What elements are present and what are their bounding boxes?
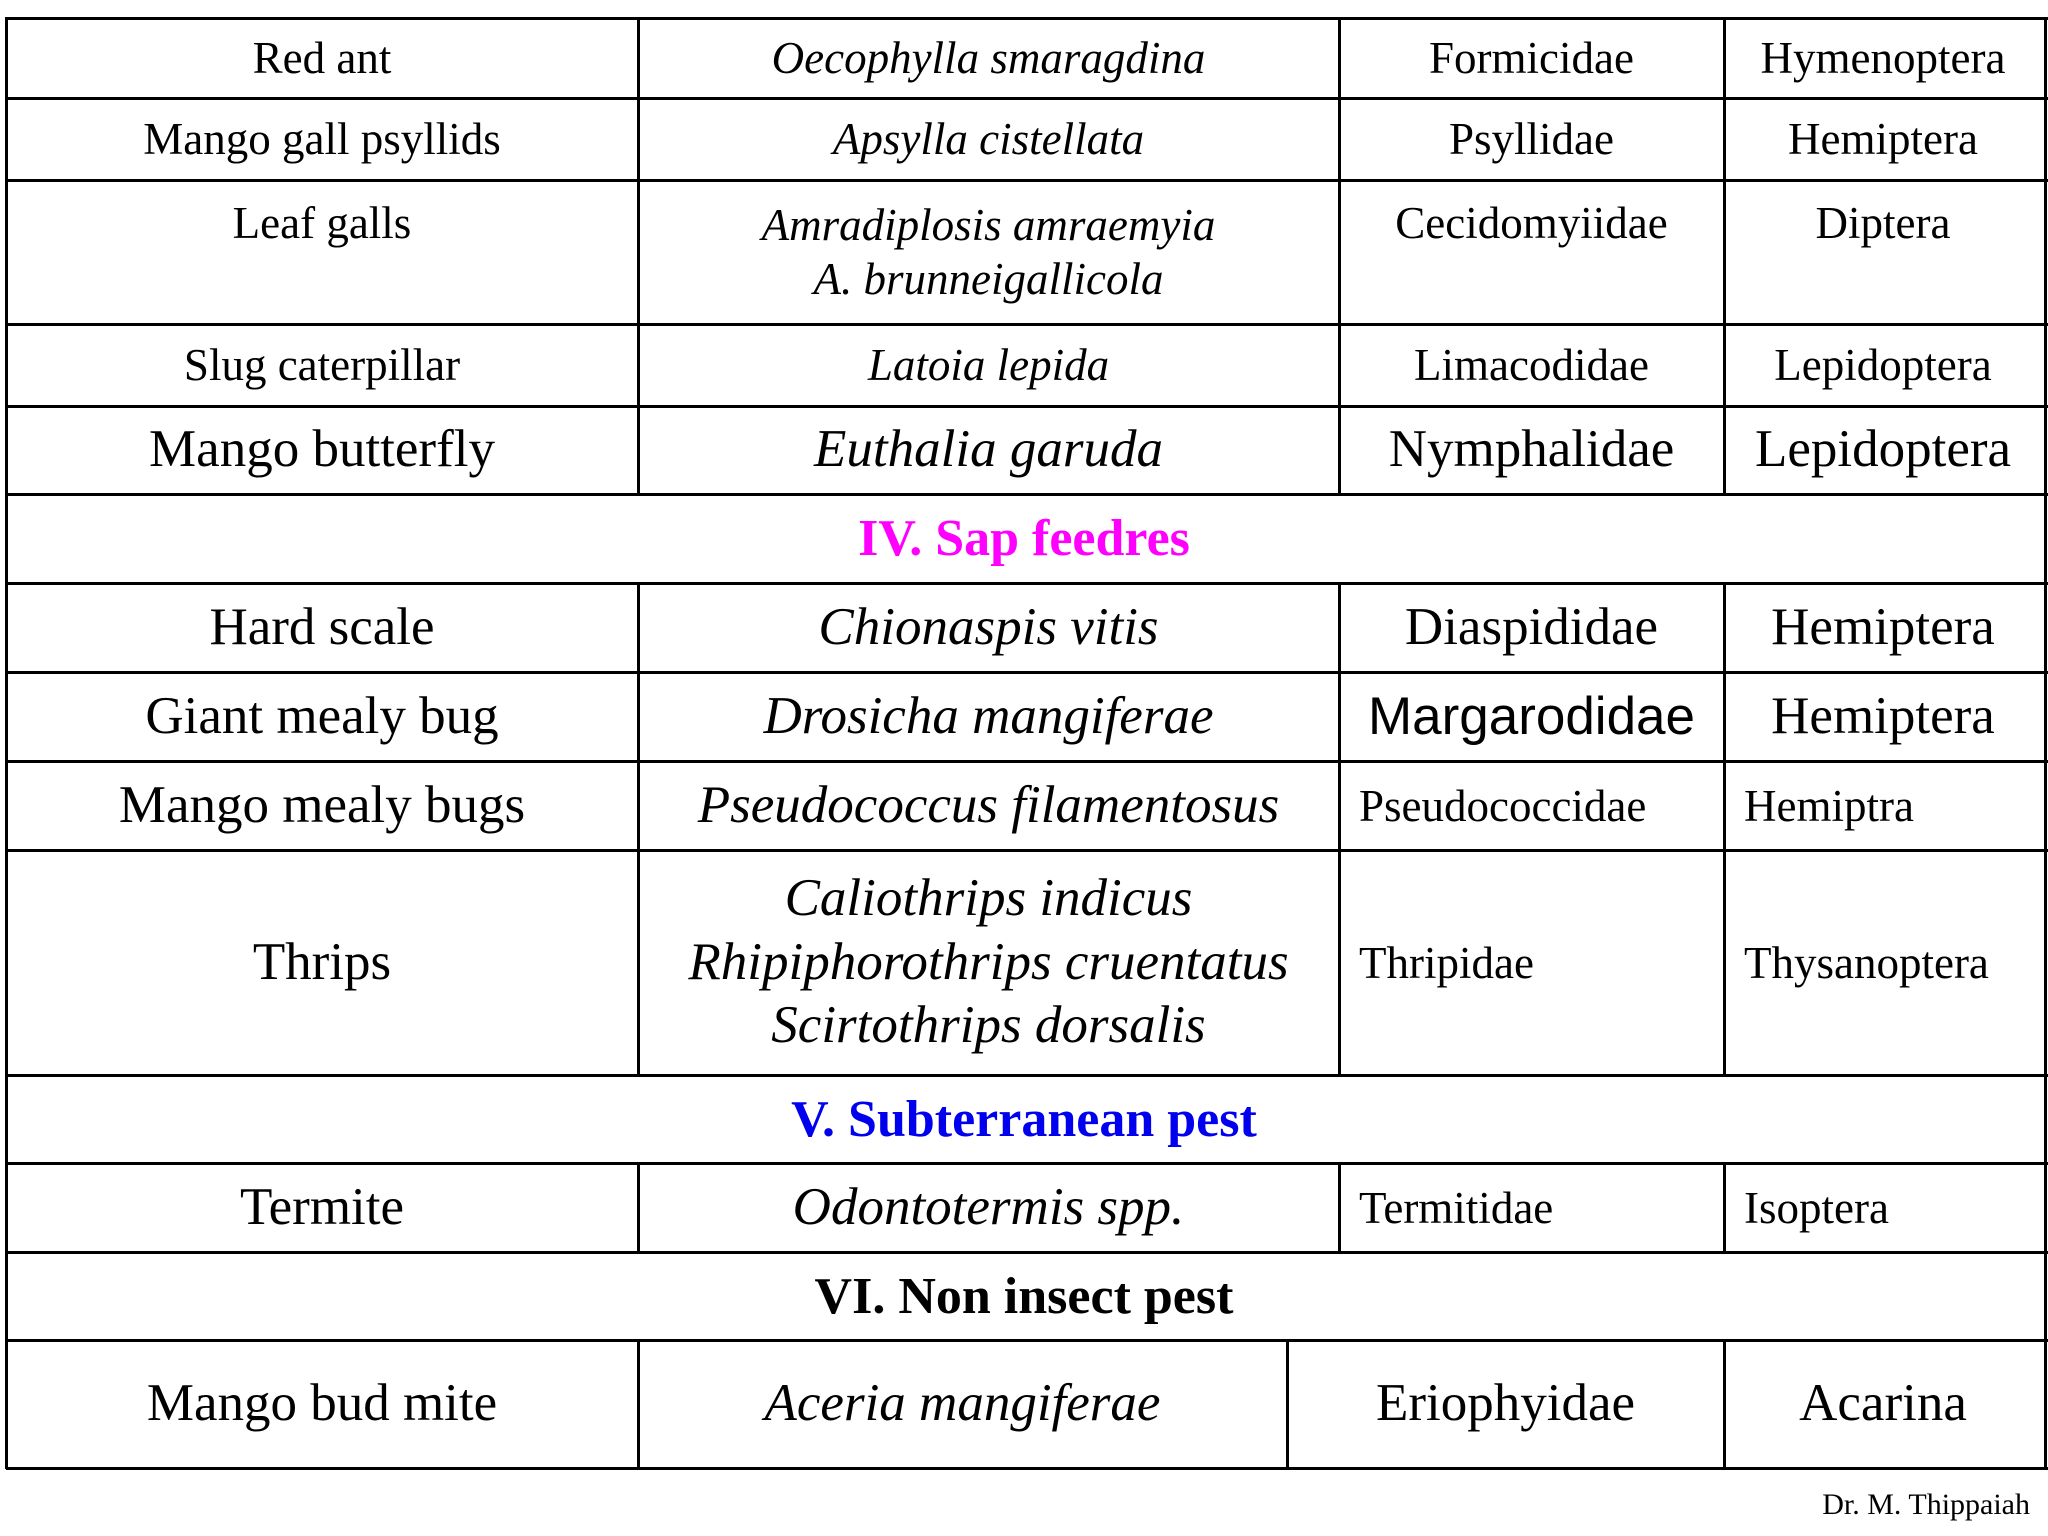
- table-rule: [6, 405, 2048, 408]
- scientific-name: Drosicha mangiferae: [763, 686, 1214, 745]
- scientific-name-cell: [638, 1340, 1287, 1468]
- family-cell: [1339, 1163, 1724, 1252]
- order-cell: [1724, 406, 2042, 494]
- order-cell: [1724, 761, 2042, 850]
- family-name: Cecidomyiidae: [1395, 198, 1668, 248]
- order-name: Lepidoptera: [1754, 420, 2012, 479]
- scientific-name-cell: [638, 98, 1339, 180]
- family-cell: [1339, 98, 1724, 180]
- family-name: Diaspididae: [1404, 597, 1659, 656]
- column-rule: [637, 582, 640, 673]
- table-row: [0, 18, 2048, 98]
- order-cell: [1724, 324, 2042, 406]
- common-name-cell: [6, 1340, 638, 1468]
- order-name: Hemiptera: [1771, 597, 1995, 656]
- common-name-cell: [6, 324, 638, 406]
- column-rule: [637, 671, 640, 762]
- family-cell: [1339, 583, 1724, 672]
- table-row: [0, 850, 2048, 1075]
- table-row: [0, 672, 2048, 761]
- column-rule: [1723, 760, 1726, 851]
- family-cell: [1287, 1340, 1724, 1468]
- common-name: Leaf galls: [232, 198, 412, 248]
- scientific-name: Rhipiphorothrips cruentatus: [688, 932, 1289, 991]
- column-rule: [1723, 671, 1726, 762]
- order-name: Hemiptera: [1788, 114, 1978, 164]
- scientific-name-cell: [638, 406, 1339, 494]
- family-name: Thripidae: [1359, 937, 1534, 988]
- scientific-name: A. brunneigallicola: [813, 254, 1164, 304]
- scientific-name: Scirtothrips dorsalis: [771, 996, 1206, 1055]
- common-name: Giant mealy bug: [145, 686, 499, 745]
- section-title: IV. Sap feedres: [858, 510, 1190, 567]
- order-name: Lepidoptera: [1774, 340, 1992, 390]
- order-name: Hemiptra: [1744, 780, 1914, 831]
- column-rule: [1338, 179, 1341, 325]
- common-name-cell: [6, 98, 638, 180]
- table-rule: [6, 1467, 2048, 1470]
- order-cell: [1724, 18, 2042, 98]
- column-rule: [637, 17, 640, 99]
- scientific-name: Oecophylla smaragdina: [771, 33, 1206, 83]
- common-name: Mango bud mite: [146, 1374, 498, 1433]
- common-name-cell: [6, 1163, 638, 1252]
- scientific-name-cell: [638, 180, 1339, 324]
- table-rule: [6, 1251, 2048, 1254]
- common-name-cell: [6, 850, 638, 1075]
- order-name: Isoptera: [1744, 1182, 1889, 1233]
- common-name-cell: [6, 761, 638, 850]
- scientific-name: Odontotermis spp.: [792, 1177, 1185, 1236]
- order-cell: [1724, 850, 2042, 1075]
- family-name: Nymphalidae: [1388, 420, 1675, 479]
- scientific-name: Latoia lepida: [867, 340, 1110, 390]
- common-name: Hard scale: [209, 597, 435, 656]
- column-rule: [5, 17, 8, 1469]
- family-name: Margarodidae: [1367, 686, 1696, 746]
- table-row: [0, 406, 2048, 494]
- column-rule: [1723, 17, 1726, 99]
- section-header-row: [0, 494, 2048, 583]
- order-cell: [1724, 1163, 2042, 1252]
- table-rule: [6, 849, 2048, 852]
- section-title: V. Subterranean pest: [791, 1090, 1257, 1148]
- table-rule: [6, 582, 2048, 585]
- column-rule: [637, 1339, 640, 1469]
- family-cell: [1339, 406, 1724, 494]
- column-rule: [1338, 405, 1341, 495]
- table-rule: [6, 493, 2048, 496]
- family-name: Termitidae: [1359, 1182, 1554, 1233]
- common-name: Mango gall psyllids: [143, 114, 501, 164]
- scientific-name: Chionaspis vitis: [818, 597, 1159, 656]
- table-rule: [6, 760, 2048, 763]
- common-name: Mango butterfly: [149, 420, 495, 479]
- scientific-name: Apsylla cistellata: [832, 114, 1145, 164]
- scientific-name-cell: [638, 850, 1339, 1075]
- order-cell: [1724, 180, 2042, 324]
- scientific-name-cell: [638, 672, 1339, 761]
- scientific-name-cell: [638, 324, 1339, 406]
- column-rule: [637, 179, 640, 325]
- table-row: [0, 98, 2048, 180]
- order-name: Thysanoptera: [1744, 937, 1989, 988]
- column-rule: [637, 849, 640, 1076]
- column-rule: [1723, 179, 1726, 325]
- family-name: Limacodidae: [1414, 340, 1649, 390]
- column-rule: [1723, 582, 1726, 673]
- scientific-name-cell: [638, 761, 1339, 850]
- scientific-name: Euthalia garuda: [814, 420, 1163, 479]
- column-rule: [637, 97, 640, 181]
- section-header-row: [0, 1075, 2048, 1163]
- common-name: Thrips: [252, 932, 392, 991]
- table-rule: [6, 17, 2048, 20]
- column-rule: [1723, 323, 1726, 407]
- family-name: Psyllidae: [1449, 114, 1614, 164]
- table-rule: [6, 323, 2048, 326]
- section-header-row: [0, 1252, 2048, 1340]
- column-rule: [1723, 1162, 1726, 1253]
- scientific-name: Amradiplosis amraemyia: [761, 200, 1216, 250]
- column-rule: [1338, 582, 1341, 673]
- family-cell: [1339, 180, 1724, 324]
- scientific-name-cell: [638, 583, 1339, 672]
- common-name-cell: [6, 672, 638, 761]
- table-row: [0, 180, 2048, 324]
- table-row: [0, 1340, 2048, 1468]
- column-rule: [1338, 671, 1341, 762]
- family-cell: [1339, 18, 1724, 98]
- common-name-cell: [6, 180, 638, 324]
- common-name: Termite: [239, 1177, 405, 1236]
- column-rule: [1338, 17, 1341, 99]
- column-rule: [1723, 97, 1726, 181]
- common-name-cell: [6, 583, 638, 672]
- family-cell: [1339, 761, 1724, 850]
- column-rule: [637, 760, 640, 851]
- table-row: [0, 324, 2048, 406]
- order-name: Hymenoptera: [1760, 33, 2006, 83]
- column-rule: [2044, 17, 2047, 1469]
- scientific-name: Caliothrips indicus: [784, 869, 1193, 928]
- family-name: Formicidae: [1429, 33, 1634, 83]
- column-rule: [1338, 97, 1341, 181]
- column-rule: [637, 405, 640, 495]
- family-cell: [1339, 850, 1724, 1075]
- table-row: [0, 761, 2048, 850]
- order-cell: [1724, 98, 2042, 180]
- scientific-name-cell: [638, 18, 1339, 98]
- scientific-name: Aceria mangiferae: [764, 1374, 1161, 1433]
- common-name: Slug caterpillar: [183, 340, 461, 390]
- column-rule: [1338, 849, 1341, 1076]
- order-name: Diptera: [1815, 198, 1951, 248]
- order-name: Acarina: [1799, 1374, 1967, 1433]
- scientific-name: Pseudococcus filamentosus: [697, 775, 1280, 834]
- column-rule: [1723, 849, 1726, 1076]
- order-cell: [1724, 1340, 2042, 1468]
- scientific-name-cell: [638, 1163, 1339, 1252]
- family-cell: [1339, 324, 1724, 406]
- table-rule: [6, 1074, 2048, 1077]
- order-name: Hemiptera: [1771, 686, 1995, 745]
- common-name-cell: [6, 406, 638, 494]
- table-rule: [6, 1162, 2048, 1165]
- column-rule: [1723, 1339, 1726, 1469]
- author-credit: Dr. M. Thippaiah: [1822, 1488, 2030, 1521]
- column-rule: [1338, 1162, 1341, 1253]
- family-cell: [1339, 672, 1724, 761]
- column-rule: [637, 323, 640, 407]
- table-rule: [6, 97, 2048, 100]
- column-rule: [637, 1162, 640, 1253]
- order-cell: [1724, 672, 2042, 761]
- common-name: Red ant: [252, 33, 392, 83]
- table-rule: [6, 1339, 2048, 1342]
- table-row: [0, 583, 2048, 672]
- table-rule: [6, 179, 2048, 182]
- family-name: Eriophyidae: [1375, 1374, 1636, 1433]
- table-rule: [6, 671, 2048, 674]
- column-rule: [1286, 1339, 1289, 1469]
- column-rule: [1338, 323, 1341, 407]
- order-cell: [1724, 583, 2042, 672]
- section-title: VI. Non insect pest: [814, 1267, 1234, 1325]
- family-name: Pseudococcidae: [1359, 780, 1647, 831]
- column-rule: [1338, 760, 1341, 851]
- column-rule: [1723, 405, 1726, 495]
- common-name-cell: [6, 18, 638, 98]
- table-row: [0, 1163, 2048, 1252]
- common-name: Mango mealy bugs: [118, 775, 526, 834]
